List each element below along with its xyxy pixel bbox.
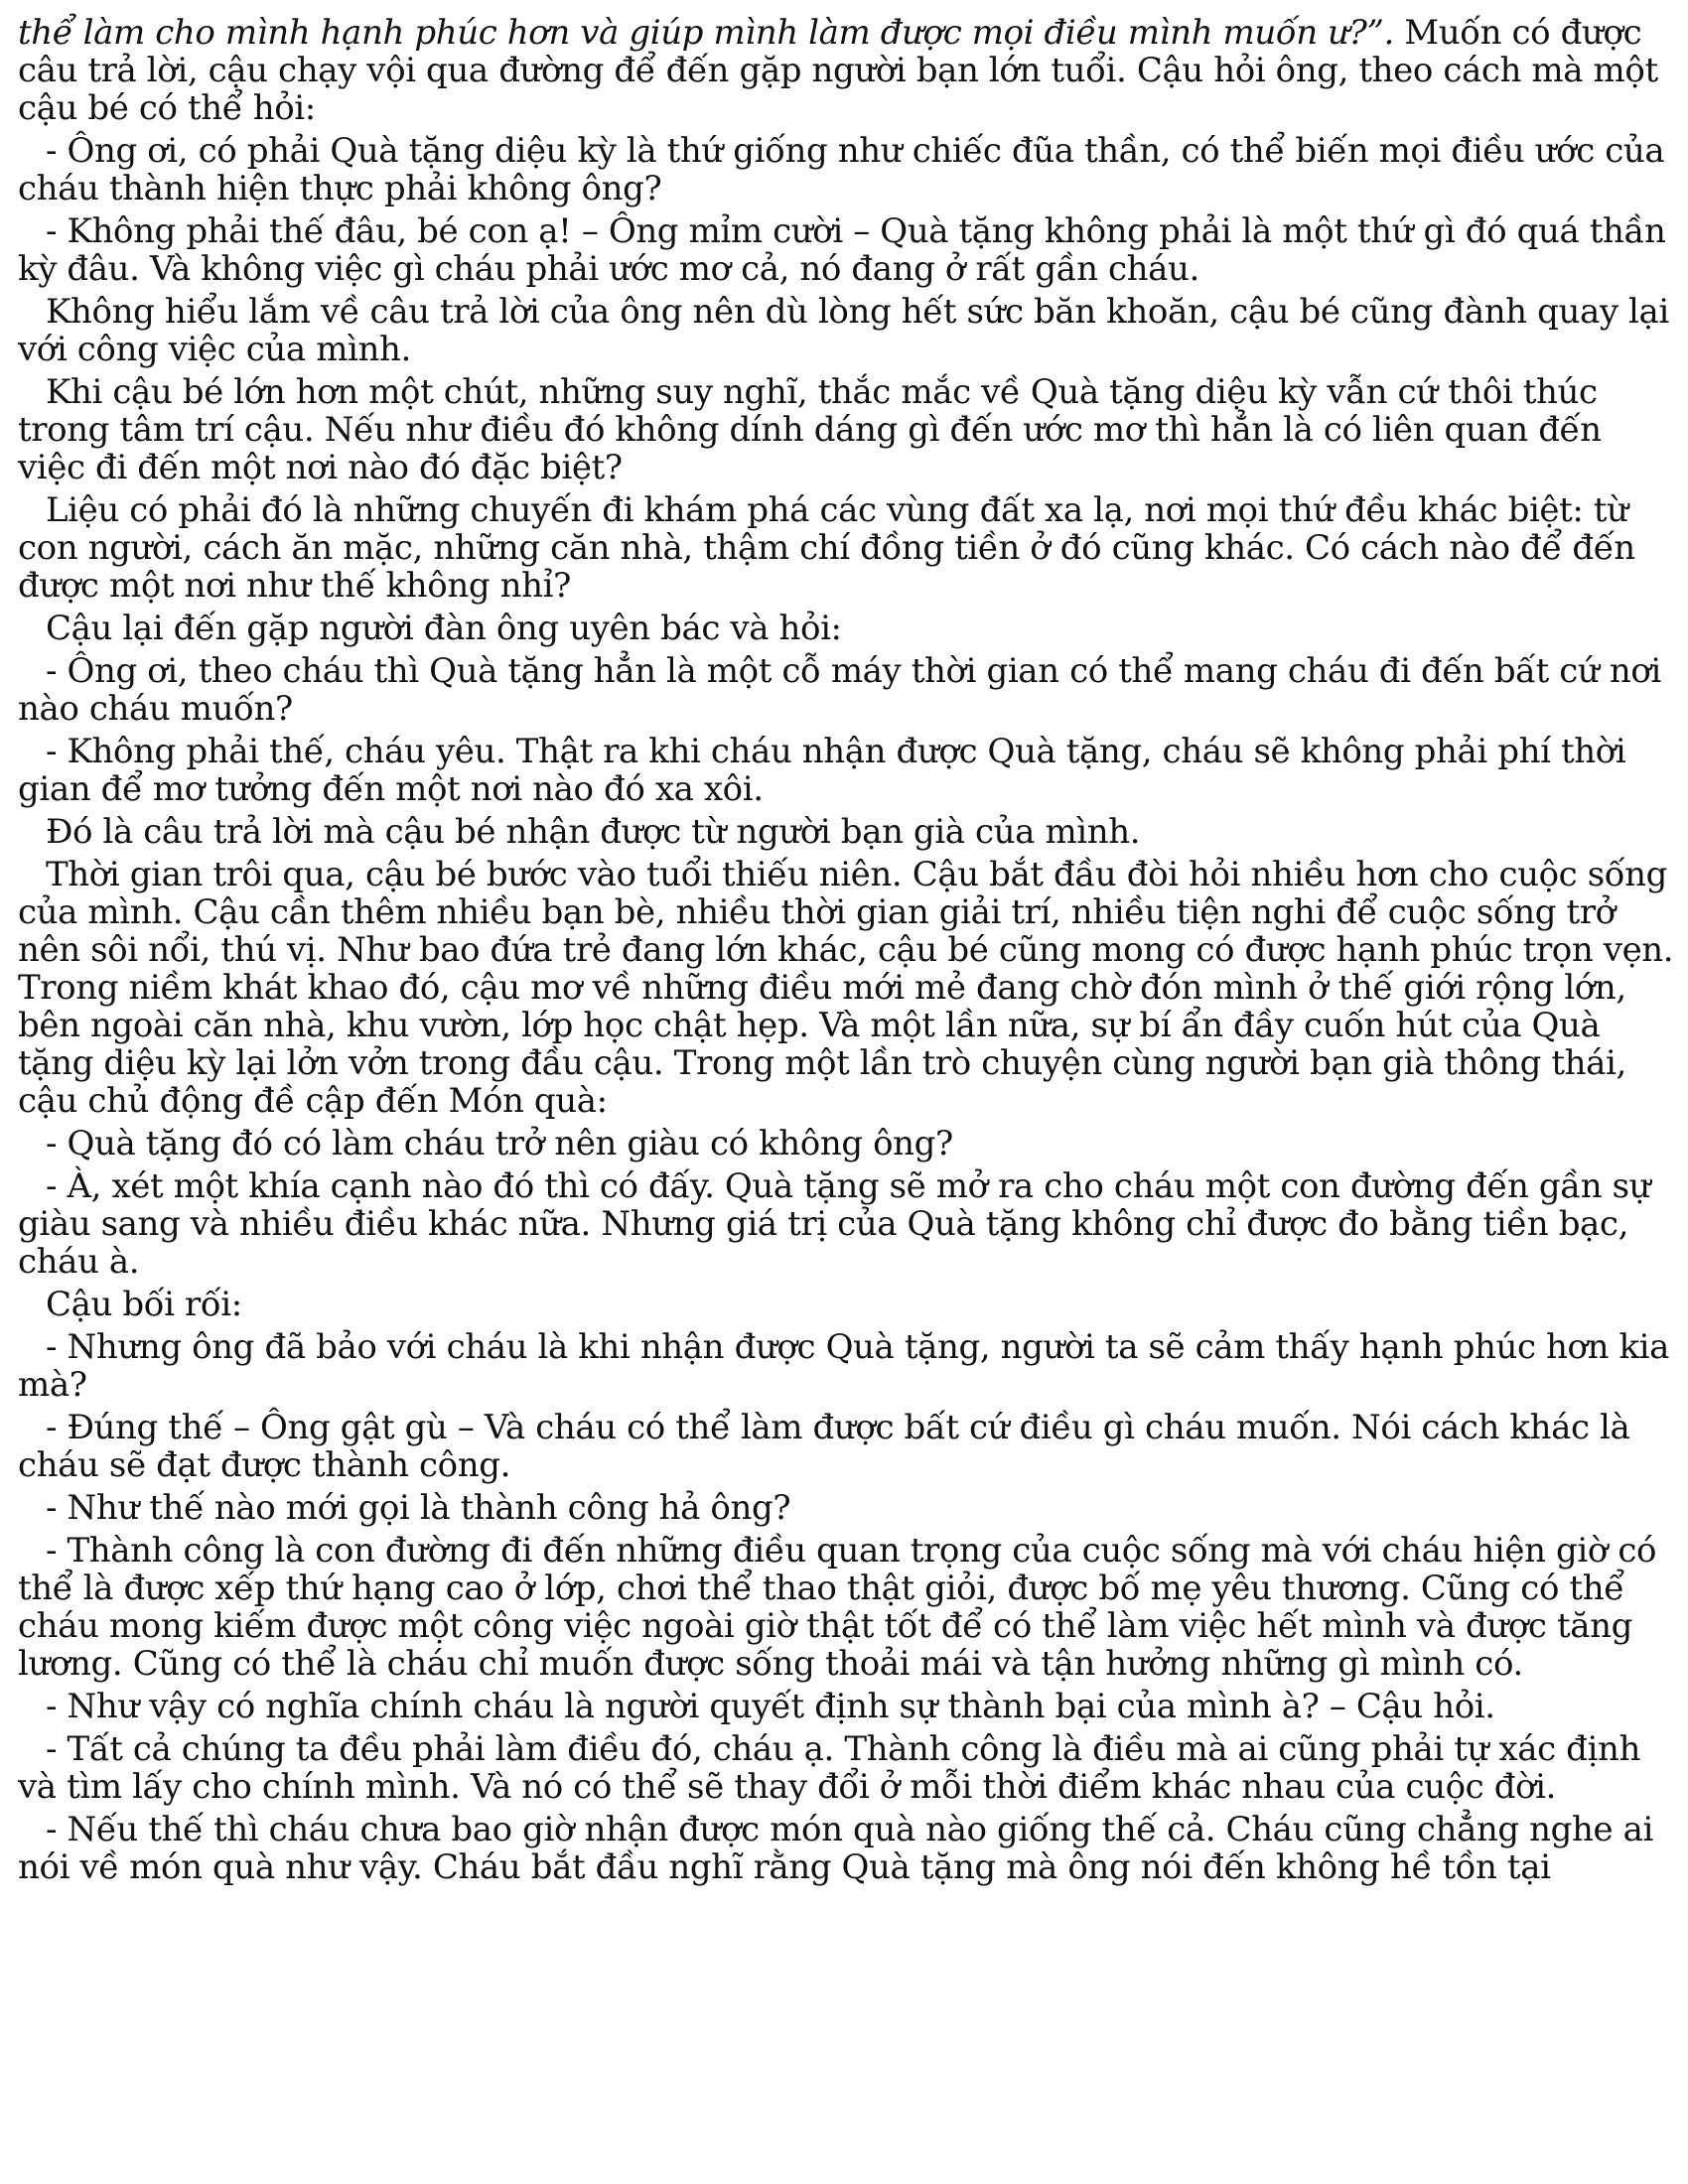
opening-text: Muốn có được câu trả lời, cậu chạy vội qua đường để đến gặp người bạn lớn tuổi. Cậu hỏi ông, theo cách mà một cậu bé có thể hỏi: [18,13,1658,128]
paragraph: - Ông ơi, theo cháu thì Quà tặng hẳn là một cỗ máy thời gian có thể mang cháu đi đến bất cứ nơi nào cháu muốn? [18,651,1661,729]
paragraph: - Không phải thế, cháu yêu. Thật ra khi cháu nhận được Quà tặng, cháu sẽ không phải phí thời gian để mơ tưởng đến một nơi nào đó xa xôi. [18,732,1626,809]
paragraph: Liệu có phải đó là những chuyến đi khám phá các vùng đất xa lạ, nơi mọi thứ đều khác biệt: từ con người, cách ăn mặc, những căn nhà, thậm chí đồng tiền ở đó cũng khác. Có cách nào để đến được một nơi như thế không nhỉ? [18,490,1635,606]
paragraph: - Đúng thế – Ông gật gù – Và cháu có thể làm được bất cứ điều gì cháu muốn. Nói cách khác là cháu sẽ đạt được thành công. [18,1408,1630,1485]
opening-paragraph [18,14,1674,127]
opening-italic-text: thể làm cho mình hạnh phúc hơn và giúp mình làm được mọi điều mình muốn ư?”. [18,13,1394,53]
paragraph: - Như thế nào mới gọi là thành công hả ông? [46,1488,791,1528]
paragraph: Cậu bối rối: [46,1285,242,1324]
paragraph: - Thành công là con đường đi đến những điều quan trọng của cuộc sống mà với cháu hiện giờ có thể là được xếp thứ hạng cao ở lớp, chơi thể thao thật giỏi, được bố mẹ yêu thương. Cũng có thể cháu mong kiếm được một công việc ngoài giờ thật tốt để có thể làm việc hết mình và được tăng lương. Cũng có thể là cháu chỉ muốn được sống thoải mái và tận hưởng những gì mình có. [18,1531,1657,1684]
paragraph: - Nếu thế thì cháu chưa bao giờ nhận được món quà nào giống thế cả. Cháu cũng chẳng nghe ai nói về món quà như vậy. Cháu bắt đầu nghĩ rằng Quà tặng mà ông nói đến không hề tồn tại [18,1810,1653,1887]
paragraph: - Nhưng ông đã bảo với cháu là khi nhận được Quà tặng, người ta sẽ cảm thấy hạnh phúc hơn kia mà? [18,1327,1670,1405]
paragraph: Cậu lại đến gặp người đàn ông uyên bác và hỏi: [46,609,842,648]
body-paragraphs [18,132,1674,1886]
paragraph: Khi cậu bé lớn hơn một chút, những suy nghĩ, thắc mắc về Quà tặng diệu kỳ vẫn cứ thôi thúc trong tâm trí cậu. Nếu như điều đó không dính dáng gì đến ước mơ thì hẳn là có liên quan đến việc đi đến một nơi nào đó đặc biệt? [18,372,1602,487]
paragraph: - Như vậy có nghĩa chính cháu là người quyết định sự thành bại của mình à? – Cậu hỏi. [46,1687,1495,1726]
paragraph: Thời gian trôi qua, cậu bé bước vào tuổi thiếu niên. Cậu bắt đầu đòi hỏi nhiều hơn cho cuộc sống của mình. Cậu cần thêm nhiều bạn bè, nhiều thời gian giải trí, nhiều tiện nghi để cuộc sống trở nên sôi nổi, thú vị. Như bao đứa trẻ đang lớn khác, cậu bé cũng mong có được hạnh phúc trọn vẹn. Trong niềm khát khao đó, cậu mơ về những điều mới mẻ đang chờ đón mình ở thế giới rộng lớn, bên ngoài căn nhà, khu vườn, lớp học chật hẹp. Và một lần nữa, sự bí ẩn đầy cuốn hút của Quà tặng diệu kỳ lại lởn vởn trong đầu cậu. Trong một lần trò chuyện cùng người bạn già thông thái, cậu chủ động đề cập đến Món quà: [18,855,1674,1121]
paragraph: - Không phải thế đâu, bé con ạ! – Ông mỉm cười – Quà tặng không phải là một thứ gì đó quá thần kỳ đâu. Và không việc gì cháu phải ước mơ cả, nó đang ở rất gần cháu. [18,211,1666,289]
paragraph: Đó là câu trả lời mà cậu bé nhận được từ người bạn già của mình. [46,812,1141,852]
paragraph: Không hiểu lắm về câu trả lời của ông nên dù lòng hết sức băn khoăn, cậu bé cũng đành quay lại với công việc của mình. [18,292,1669,369]
paragraph: - Quà tặng đó có làm cháu trở nên giàu có không ông? [46,1124,953,1163]
document-page [18,14,1674,1891]
paragraph: - Tất cả chúng ta đều phải làm điều đó, cháu ạ. Thành công là điều mà ai cũng phải tự xác định và tìm lấy cho chính mình. Và nó có thể sẽ thay đổi ở mỗi thời điểm khác nhau của cuộc đời. [18,1729,1640,1807]
paragraph: - Ông ơi, có phải Quà tặng diệu kỳ là thứ giống như chiếc đũa thần, có thể biến mọi điều ước của cháu thành hiện thực phải không ông? [18,131,1665,208]
paragraph: - À, xét một khía cạnh nào đó thì có đấy. Quà tặng sẽ mở ra cho cháu một con đường đến gần sự giàu sang và nhiều điều khác nữa. Nhưng giá trị của Quà tặng không chỉ được đo bằng tiền bạc, cháu à. [18,1166,1651,1282]
